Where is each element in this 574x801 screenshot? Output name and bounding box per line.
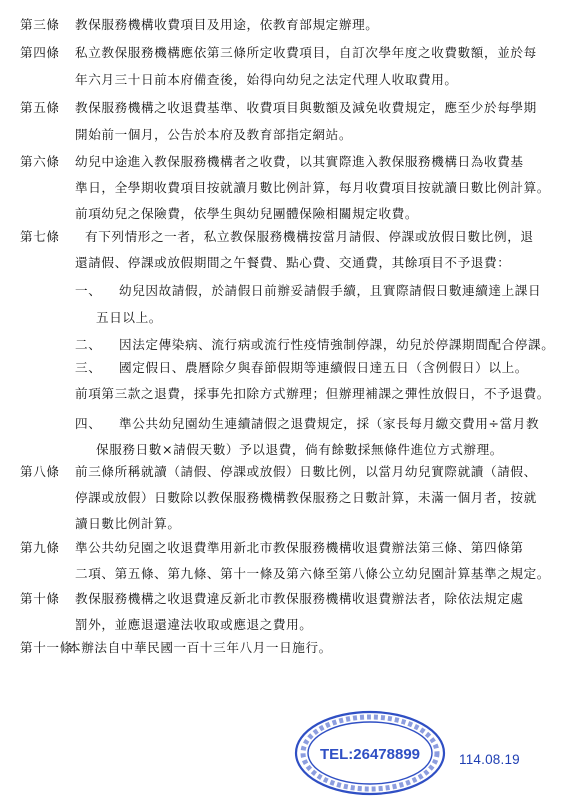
article-heading: 第九條 — [20, 540, 60, 555]
article-text-line: 教保服務機構收費項目及用途，依教育部規定辦理。 — [75, 17, 379, 32]
article-text-line: 罰外，並應退還違法收取或應退之費用。 — [75, 617, 313, 632]
article-text-line: 幼兒中途進入教保服務機構者之收費，以其實際進入教保服務機構日為收費基 — [75, 154, 524, 169]
article-text-line: 有下列情形之一者，私立教保服務機構按當月請假、停課或放假日數比例，退 — [85, 229, 534, 244]
article-heading: 第十條 — [20, 591, 60, 606]
article-text-line: 年六月三十日前本府備查後，始得向幼兒之法定代理人收取費用。 — [75, 72, 458, 87]
official-seal-stamp — [294, 710, 446, 796]
item-label: 三、 — [75, 360, 102, 375]
article-text-line: 前三條所稱就讀（請假、停課或放假）日數比例，以當月幼兒實際就讀（請假、 — [75, 464, 537, 479]
article-heading: 第六條 — [20, 154, 60, 169]
article-heading: 第四條 — [20, 45, 60, 60]
item-text-line: 準公共幼兒園幼生連續請假之退費規定，採（家長每月繳交費用÷當月教 — [119, 416, 540, 431]
item-text-line: 前項第三款之退費，採事先扣除方式辦理；但辦理補課之彈性放假日，不予退費。 — [75, 386, 550, 401]
item-label: 四、 — [75, 416, 102, 431]
item-text-line: 幼兒因故請假，於請假日前辦妥請假手續，且實際請假日數連續達上課日 — [119, 283, 542, 298]
item-label: 一、 — [75, 283, 102, 298]
article-text-line: 教保服務機構之收退費違反新北市教保服務機構收退費辦法者，除依法規定處 — [75, 591, 524, 606]
article-heading: 第三條 — [20, 17, 60, 32]
article-text-line: 私立教保服務機構應依第三條所定收費項目，自訂次學年度之收費數額，並於每 — [75, 45, 537, 60]
item-label: 二、 — [75, 337, 102, 352]
article-heading: 第十一條 — [20, 640, 73, 655]
article-text-line: 本辦法自中華民國一百十三年八月一日施行。 — [68, 640, 332, 655]
article-text-line: 準日，全學期收費項目按就讀月數比例計算，每月收費項目按就讀日數比例計算。 — [75, 180, 550, 195]
article-text-line: 讀日數比例計算。 — [75, 516, 181, 531]
document-date: 114.08.19 — [459, 752, 520, 767]
article-text-line: 還請假、停課或放假期間之午餐費、點心費、交通費，其餘項目不予退費： — [75, 255, 511, 270]
article-text-line: 二項、第五條、第九條、第十一條及第六條至第八條公立幼兒園計算基準之規定。 — [75, 566, 550, 581]
article-heading: 第七條 — [20, 229, 60, 244]
article-heading: 第八條 — [20, 464, 60, 479]
item-text-line: 國定假日、農曆除夕與春節假期等連續假日達五日（含例假日）以上。 — [119, 360, 529, 375]
item-text-line: 因法定傳染病、流行病或流行性疫情強制停課，幼兒於停課期間配合停課。 — [119, 337, 555, 352]
article-text-line: 開始前一個月，公告於本府及教育部指定網站。 — [75, 127, 353, 142]
item-text-line: 五日以上。 — [96, 310, 162, 325]
article-heading: 第五條 — [20, 100, 60, 115]
article-text-line: 教保服務機構之收退費基準、收費項目與數額及減免收費規定，應至少於每學期 — [75, 100, 537, 115]
item-text-line: 保服務日數×請假天數）予以退費，倘有餘數採無條件進位方式辦理。 — [96, 442, 503, 457]
article-text-line: 準公共幼兒園之收退費準用新北市教保服務機構收退費辦法第三條、第四條第 — [75, 540, 524, 555]
article-text-line: 前項幼兒之保險費，依學生與幼兒團體保險相關規定收費。 — [75, 206, 419, 221]
article-text-line: 停課或放假）日數除以教保服務機構教保服務之日數計算，未滿一個月者，按就 — [75, 490, 537, 505]
stamp-phone: TEL:26478899 — [319, 746, 421, 763]
